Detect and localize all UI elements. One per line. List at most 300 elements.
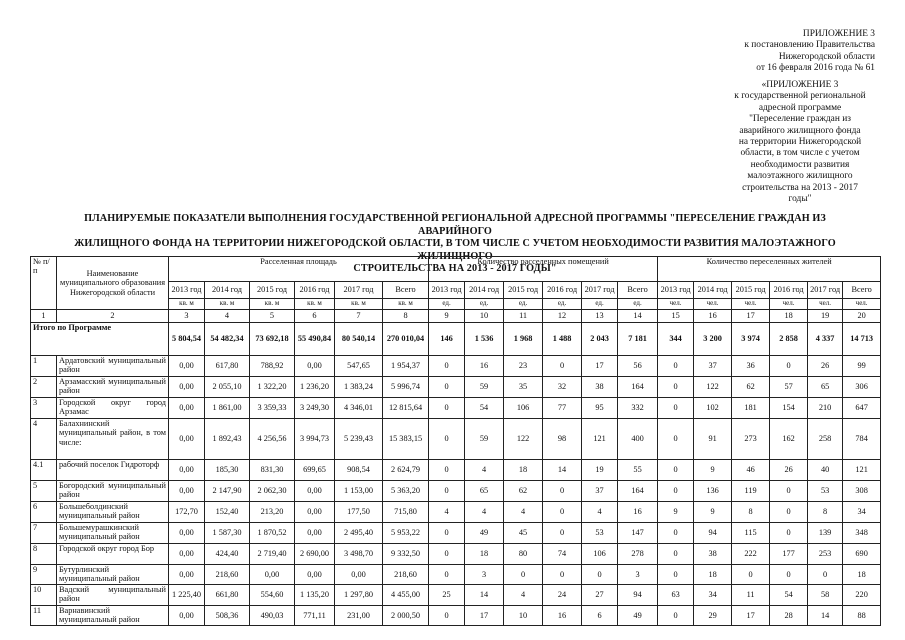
table-cell: 16 bbox=[465, 356, 504, 377]
table-cell: 9 bbox=[694, 460, 732, 481]
table-cell: 4 bbox=[465, 502, 504, 523]
table-cell: 62 bbox=[732, 377, 770, 398]
table-cell: 2 624,79 bbox=[383, 460, 429, 481]
table-cell: 0,00 bbox=[169, 419, 205, 460]
table-cell: 45 bbox=[504, 523, 543, 544]
table-cell: 139 bbox=[808, 523, 843, 544]
table-cell: 0 bbox=[658, 356, 694, 377]
appendix-line: аварийного жилищного фонда bbox=[739, 125, 861, 136]
column-number: 7 bbox=[335, 310, 383, 323]
table-cell: 0 bbox=[658, 544, 694, 565]
year-header-rooms: 2017 год bbox=[582, 282, 618, 299]
table-row bbox=[31, 481, 881, 502]
table-cell: 0 bbox=[658, 565, 694, 585]
municipality-name: Большеболдинский муниципальный район bbox=[57, 502, 169, 523]
table-cell: 0,00 bbox=[295, 481, 335, 502]
table-cell: 18 bbox=[843, 565, 881, 585]
table-cell: 0,00 bbox=[169, 523, 205, 544]
appendix-program-header bbox=[725, 80, 875, 205]
year-header-area: 2016 год bbox=[295, 282, 335, 299]
table-cell: 16 bbox=[618, 502, 658, 523]
table-cell: 88 bbox=[843, 605, 881, 625]
table-cell: 0 bbox=[429, 460, 465, 481]
table-cell: 40 bbox=[808, 460, 843, 481]
year-header-rooms: 2013 год bbox=[429, 282, 465, 299]
title-line: ЖИЛИЩНОГО ФОНДА НА ТЕРРИТОРИИ НИЖЕГОРОДСКОЙ ОБЛАСТИ, В ТОМ ЧИСЛЕ С УЧЕТОМ НЕОБХОДИМОСТИ РАЗВИТИЯ МАЛОЭТАЖНОГО ЖИЛИЩНОГО bbox=[74, 238, 836, 262]
table-cell: 424,40 bbox=[205, 544, 250, 565]
table-cell: 3 bbox=[465, 565, 504, 585]
total-cell: 55 490,84 bbox=[295, 323, 335, 356]
table-row bbox=[31, 523, 881, 544]
table-cell: 0 bbox=[582, 565, 618, 585]
year-header-people: Всего bbox=[843, 282, 881, 299]
column-number: 10 bbox=[465, 310, 504, 323]
table-cell: 0 bbox=[429, 544, 465, 565]
year-header-area: 2013 год bbox=[169, 282, 205, 299]
year-header-rooms: Всего bbox=[618, 282, 658, 299]
table-cell: 3 249,30 bbox=[295, 398, 335, 419]
table-cell: 0 bbox=[770, 523, 808, 544]
title-line: ПЛАНИРУЕМЫЕ ПОКАЗАТЕЛИ ВЫПОЛНЕНИЯ ГОСУДАРСТВЕННОЙ РЕГИОНАЛЬНОЙ АДРЕСНОЙ ПРОГРАММЫ "ПЕРЕСЕЛЕНИЕ ГРАЖДАН ИЗ АВАРИЙНОГО bbox=[84, 213, 826, 237]
table-cell: 690 bbox=[843, 544, 881, 565]
total-label: Итого по Программе bbox=[31, 323, 169, 356]
table-cell: 10 bbox=[504, 605, 543, 625]
unit-header: ед. bbox=[543, 299, 582, 310]
table-cell: 18 bbox=[465, 544, 504, 565]
table-cell: 0 bbox=[429, 419, 465, 460]
appendix-line: области, в том числе с учетом bbox=[740, 148, 860, 159]
appendix-line: строительства на 2013 - 2017 bbox=[742, 182, 858, 193]
year-header-people: 2014 год bbox=[694, 282, 732, 299]
table-cell: 699,65 bbox=[295, 460, 335, 481]
table-cell: 0 bbox=[429, 398, 465, 419]
appendix-line: на территории Нижегородской bbox=[738, 137, 862, 148]
year-header-people: 2016 год bbox=[770, 282, 808, 299]
table-cell: 554,60 bbox=[250, 584, 295, 605]
table-cell: 3 bbox=[618, 565, 658, 585]
table-cell: 231,00 bbox=[335, 605, 383, 625]
table-cell: 54 bbox=[465, 398, 504, 419]
table-row bbox=[31, 377, 881, 398]
table-cell: 4 bbox=[465, 460, 504, 481]
table-row bbox=[31, 565, 881, 585]
table-cell: 0 bbox=[658, 398, 694, 419]
table-cell: 94 bbox=[618, 584, 658, 605]
table-cell: 784 bbox=[843, 419, 881, 460]
year-header-area: 2017 год bbox=[335, 282, 383, 299]
table-cell: 18 bbox=[694, 565, 732, 585]
year-header-rooms: 2014 год bbox=[465, 282, 504, 299]
row-number: 4 bbox=[31, 419, 57, 460]
table-cell: 37 bbox=[582, 481, 618, 502]
table-row bbox=[31, 605, 881, 625]
year-header-rooms: 2016 год bbox=[543, 282, 582, 299]
unit-header: чел. bbox=[770, 299, 808, 310]
table-cell: 177 bbox=[770, 544, 808, 565]
table-cell: 115 bbox=[732, 523, 770, 544]
table-cell: 65 bbox=[465, 481, 504, 502]
table-cell: 0 bbox=[658, 377, 694, 398]
table-cell: 222 bbox=[732, 544, 770, 565]
table-cell: 1 297,80 bbox=[335, 584, 383, 605]
table-cell: 53 bbox=[808, 481, 843, 502]
year-header-area: 2014 год bbox=[205, 282, 250, 299]
unit-header: ед. bbox=[504, 299, 543, 310]
table-cell: 46 bbox=[732, 460, 770, 481]
table-cell: 15 383,15 bbox=[383, 419, 429, 460]
table-cell: 14 bbox=[543, 460, 582, 481]
table-row bbox=[31, 419, 881, 460]
header-rooms: Количество расселенных помещений bbox=[429, 257, 658, 282]
table-cell: 122 bbox=[504, 419, 543, 460]
table-cell: 36 bbox=[732, 356, 770, 377]
table-cell: 102 bbox=[694, 398, 732, 419]
column-number: 9 bbox=[429, 310, 465, 323]
row-number: 11 bbox=[31, 605, 57, 625]
table-row bbox=[31, 584, 881, 605]
table-cell: 547,65 bbox=[335, 356, 383, 377]
table-cell: 152,40 bbox=[205, 502, 250, 523]
table-cell: 0,00 bbox=[250, 565, 295, 585]
table-cell: 54 bbox=[770, 584, 808, 605]
table-cell: 172,70 bbox=[169, 502, 205, 523]
row-number: 7 bbox=[31, 523, 57, 544]
table-cell: 9 bbox=[694, 502, 732, 523]
table-cell: 14 bbox=[465, 584, 504, 605]
municipality-name: рабочий поселок Гидроторф bbox=[57, 460, 169, 481]
indicators-table bbox=[30, 256, 881, 626]
total-cell: 80 540,14 bbox=[335, 323, 383, 356]
table-cell: 25 bbox=[429, 584, 465, 605]
row-number: 5 bbox=[31, 481, 57, 502]
table-cell: 147 bbox=[618, 523, 658, 544]
table-cell: 0 bbox=[543, 502, 582, 523]
table-cell: 3 994,73 bbox=[295, 419, 335, 460]
table-cell: 278 bbox=[618, 544, 658, 565]
table-cell: 0 bbox=[429, 356, 465, 377]
table-row bbox=[31, 460, 881, 481]
table-cell: 17 bbox=[465, 605, 504, 625]
row-number: 10 bbox=[31, 584, 57, 605]
table-cell: 1 861,00 bbox=[205, 398, 250, 419]
table-cell: 0 bbox=[770, 565, 808, 585]
table-cell: 121 bbox=[582, 419, 618, 460]
column-number: 19 bbox=[808, 310, 843, 323]
column-number: 3 bbox=[169, 310, 205, 323]
table-cell: 0 bbox=[429, 523, 465, 544]
table-cell: 121 bbox=[843, 460, 881, 481]
appendix-line: «ПРИЛОЖЕНИЕ 3 bbox=[761, 80, 839, 90]
unit-header: чел. bbox=[808, 299, 843, 310]
table-cell: 2 719,40 bbox=[250, 544, 295, 565]
table-cell: 1 225,40 bbox=[169, 584, 205, 605]
row-number: 1 bbox=[31, 356, 57, 377]
table-cell: 181 bbox=[732, 398, 770, 419]
unit-header: кв. м bbox=[335, 299, 383, 310]
column-number: 13 bbox=[582, 310, 618, 323]
total-cell: 4 337 bbox=[808, 323, 843, 356]
table-cell: 1 587,30 bbox=[205, 523, 250, 544]
appendix-header bbox=[744, 29, 875, 75]
municipality-name: Богородский муниципальный район bbox=[57, 481, 169, 502]
total-cell: 5 804,54 bbox=[169, 323, 205, 356]
column-number: 15 bbox=[658, 310, 694, 323]
table-cell: 0 bbox=[658, 481, 694, 502]
total-cell: 7 181 bbox=[618, 323, 658, 356]
municipality-name: Арзамасский муниципальный район bbox=[57, 377, 169, 398]
table-cell: 0,00 bbox=[169, 460, 205, 481]
unit-header: чел. bbox=[732, 299, 770, 310]
unit-header: кв. м bbox=[169, 299, 205, 310]
table-cell: 0 bbox=[429, 605, 465, 625]
column-number: 12 bbox=[543, 310, 582, 323]
table-cell: 4 bbox=[504, 502, 543, 523]
table-cell: 400 bbox=[618, 419, 658, 460]
unit-header: кв. м bbox=[383, 299, 429, 310]
table-cell: 17 bbox=[732, 605, 770, 625]
table-cell: 0 bbox=[504, 565, 543, 585]
appendix-line: "Переселение граждан из bbox=[749, 114, 851, 125]
total-cell: 270 010,04 bbox=[383, 323, 429, 356]
appendix-line: адресной программе bbox=[758, 102, 842, 113]
column-number: 18 bbox=[770, 310, 808, 323]
unit-header: кв. м bbox=[250, 299, 295, 310]
table-cell: 306 bbox=[843, 377, 881, 398]
appendix-line: необходимости развития bbox=[750, 159, 850, 170]
table-cell: 0 bbox=[543, 356, 582, 377]
table-cell: 177,50 bbox=[335, 502, 383, 523]
table-cell: 34 bbox=[694, 584, 732, 605]
municipality-name: Балахнинский муниципальный район, в том числе: bbox=[57, 419, 169, 460]
table-cell: 0 bbox=[543, 523, 582, 544]
table-cell: 5 363,20 bbox=[383, 481, 429, 502]
appendix-line: ПРИЛОЖЕНИЕ 3 bbox=[802, 29, 875, 39]
table-cell: 0 bbox=[658, 523, 694, 544]
table-cell: 3 359,33 bbox=[250, 398, 295, 419]
unit-header: ед. bbox=[618, 299, 658, 310]
table-cell: 0 bbox=[543, 565, 582, 585]
table-cell: 4 bbox=[504, 584, 543, 605]
total-cell: 1 968 bbox=[504, 323, 543, 356]
table-cell: 490,03 bbox=[250, 605, 295, 625]
table-cell: 19 bbox=[582, 460, 618, 481]
table-cell: 164 bbox=[618, 481, 658, 502]
table-cell: 253 bbox=[808, 544, 843, 565]
table-cell: 4 bbox=[582, 502, 618, 523]
table-row bbox=[31, 356, 881, 377]
table-cell: 0,00 bbox=[169, 605, 205, 625]
table-cell: 1 153,00 bbox=[335, 481, 383, 502]
table-row bbox=[31, 398, 881, 419]
table-cell: 8 bbox=[732, 502, 770, 523]
column-number: 17 bbox=[732, 310, 770, 323]
total-cell: 1 488 bbox=[543, 323, 582, 356]
year-header-people: 2015 год bbox=[732, 282, 770, 299]
table-cell: 4 256,56 bbox=[250, 419, 295, 460]
header-num: № п/п bbox=[31, 257, 57, 310]
total-cell: 73 692,18 bbox=[250, 323, 295, 356]
table-cell: 35 bbox=[504, 377, 543, 398]
table-cell: 11 bbox=[732, 584, 770, 605]
table-cell: 0,00 bbox=[169, 377, 205, 398]
total-cell: 14 713 bbox=[843, 323, 881, 356]
table-cell: 348 bbox=[843, 523, 881, 544]
table-cell: 0 bbox=[732, 565, 770, 585]
table-cell: 119 bbox=[732, 481, 770, 502]
table-cell: 34 bbox=[843, 502, 881, 523]
appendix-line: от 16 февраля 2016 года № 61 bbox=[756, 63, 875, 74]
table-cell: 23 bbox=[504, 356, 543, 377]
table-cell: 49 bbox=[618, 605, 658, 625]
table-cell: 210 bbox=[808, 398, 843, 419]
table-cell: 18 bbox=[504, 460, 543, 481]
table-cell: 508,36 bbox=[205, 605, 250, 625]
header-name: Наименование муниципального образования Нижегородской области bbox=[57, 257, 169, 310]
table-cell: 0 bbox=[429, 481, 465, 502]
table-cell: 617,80 bbox=[205, 356, 250, 377]
year-header-people: 2013 год bbox=[658, 282, 694, 299]
table-cell: 2 495,40 bbox=[335, 523, 383, 544]
table-cell: 258 bbox=[808, 419, 843, 460]
table-cell: 80 bbox=[504, 544, 543, 565]
table-cell: 65 bbox=[808, 377, 843, 398]
header-area: Расселенная площадь bbox=[169, 257, 429, 282]
table-cell: 63 bbox=[658, 584, 694, 605]
year-header-rooms: 2015 год bbox=[504, 282, 543, 299]
municipality-name: Большемурашкинский муниципальный район bbox=[57, 523, 169, 544]
table-cell: 2 000,50 bbox=[383, 605, 429, 625]
table-cell: 28 bbox=[770, 605, 808, 625]
row-number: 9 bbox=[31, 565, 57, 585]
unit-header: чел. bbox=[658, 299, 694, 310]
table-cell: 308 bbox=[843, 481, 881, 502]
table-cell: 0 bbox=[770, 481, 808, 502]
column-number: 14 bbox=[618, 310, 658, 323]
table-cell: 58 bbox=[808, 584, 843, 605]
table-cell: 32 bbox=[543, 377, 582, 398]
table-cell: 5 239,43 bbox=[335, 419, 383, 460]
table-cell: 24 bbox=[543, 584, 582, 605]
table-cell: 2 062,30 bbox=[250, 481, 295, 502]
table-cell: 715,80 bbox=[383, 502, 429, 523]
appendix-line: годы" bbox=[788, 194, 812, 205]
table-cell: 53 bbox=[582, 523, 618, 544]
unit-header: ед. bbox=[582, 299, 618, 310]
table-cell: 4 bbox=[429, 502, 465, 523]
municipality-name: Бутурлинский муниципальный район bbox=[57, 565, 169, 585]
table-row bbox=[31, 544, 881, 565]
year-header-area: 2015 год bbox=[250, 282, 295, 299]
appendix-line: Нижегородской области bbox=[778, 51, 875, 62]
table-cell: 136 bbox=[694, 481, 732, 502]
table-cell: 38 bbox=[694, 544, 732, 565]
table-cell: 185,30 bbox=[205, 460, 250, 481]
table-cell: 647 bbox=[843, 398, 881, 419]
municipality-name: Варнавинский муниципальный район bbox=[57, 605, 169, 625]
table-cell: 220 bbox=[843, 584, 881, 605]
table-cell: 0 bbox=[658, 419, 694, 460]
table-cell: 37 bbox=[694, 356, 732, 377]
table-cell: 38 bbox=[582, 377, 618, 398]
table-cell: 0,00 bbox=[295, 565, 335, 585]
unit-header: кв. м bbox=[205, 299, 250, 310]
unit-header: кв. м bbox=[295, 299, 335, 310]
table-cell: 59 bbox=[465, 377, 504, 398]
municipality-name: Ардатовский муниципальный район bbox=[57, 356, 169, 377]
table-cell: 9 332,50 bbox=[383, 544, 429, 565]
column-number: 20 bbox=[843, 310, 881, 323]
table-cell: 0,00 bbox=[169, 565, 205, 585]
table-cell: 14 bbox=[808, 605, 843, 625]
table-cell: 5 996,74 bbox=[383, 377, 429, 398]
column-number: 11 bbox=[504, 310, 543, 323]
table-cell: 62 bbox=[504, 481, 543, 502]
table-cell: 0 bbox=[770, 502, 808, 523]
table-cell: 1 954,37 bbox=[383, 356, 429, 377]
year-header-people: 2017 год bbox=[808, 282, 843, 299]
table-cell: 57 bbox=[770, 377, 808, 398]
total-cell: 2 858 bbox=[770, 323, 808, 356]
table-cell: 5 953,22 bbox=[383, 523, 429, 544]
table-cell: 213,20 bbox=[250, 502, 295, 523]
table-cell: 4 455,00 bbox=[383, 584, 429, 605]
table-cell: 29 bbox=[694, 605, 732, 625]
table-cell: 0,00 bbox=[169, 356, 205, 377]
table-cell: 9 bbox=[658, 502, 694, 523]
column-number: 8 bbox=[383, 310, 429, 323]
table-cell: 273 bbox=[732, 419, 770, 460]
table-cell: 332 bbox=[618, 398, 658, 419]
table-cell: 0 bbox=[658, 460, 694, 481]
row-number: 3 bbox=[31, 398, 57, 419]
table-cell: 55 bbox=[618, 460, 658, 481]
table-cell: 0,00 bbox=[335, 565, 383, 585]
table-cell: 3 498,70 bbox=[335, 544, 383, 565]
table-cell: 122 bbox=[694, 377, 732, 398]
table-cell: 77 bbox=[543, 398, 582, 419]
column-number: 5 bbox=[250, 310, 295, 323]
table-cell: 27 bbox=[582, 584, 618, 605]
column-number: 4 bbox=[205, 310, 250, 323]
table-cell: 91 bbox=[694, 419, 732, 460]
table-cell: 1 236,20 bbox=[295, 377, 335, 398]
unit-header: ед. bbox=[465, 299, 504, 310]
appendix-line: к государственной региональной bbox=[734, 91, 866, 102]
column-number: 1 bbox=[31, 310, 57, 323]
table-cell: 0 bbox=[429, 377, 465, 398]
table-cell: 0 bbox=[770, 356, 808, 377]
table-cell: 59 bbox=[465, 419, 504, 460]
unit-header: чел. bbox=[843, 299, 881, 310]
table-cell: 17 bbox=[582, 356, 618, 377]
municipality-name: Городской округ город Арзамас bbox=[57, 398, 169, 419]
total-cell: 146 bbox=[429, 323, 465, 356]
title-line: СТРОИТЕЛЬСТВА НА 2013 - 2017 ГОДЫ" bbox=[353, 263, 557, 274]
table-cell: 0,00 bbox=[169, 481, 205, 502]
table-cell: 908,54 bbox=[335, 460, 383, 481]
table-cell: 0,00 bbox=[295, 356, 335, 377]
table-cell: 106 bbox=[504, 398, 543, 419]
table-cell: 95 bbox=[582, 398, 618, 419]
table-cell: 49 bbox=[465, 523, 504, 544]
table-cell: 6 bbox=[582, 605, 618, 625]
row-number: 4.1 bbox=[31, 460, 57, 481]
unit-header: чел. bbox=[694, 299, 732, 310]
table-cell: 94 bbox=[694, 523, 732, 544]
table-cell: 2 055,10 bbox=[205, 377, 250, 398]
table-cell: 8 bbox=[808, 502, 843, 523]
table-row bbox=[31, 502, 881, 523]
